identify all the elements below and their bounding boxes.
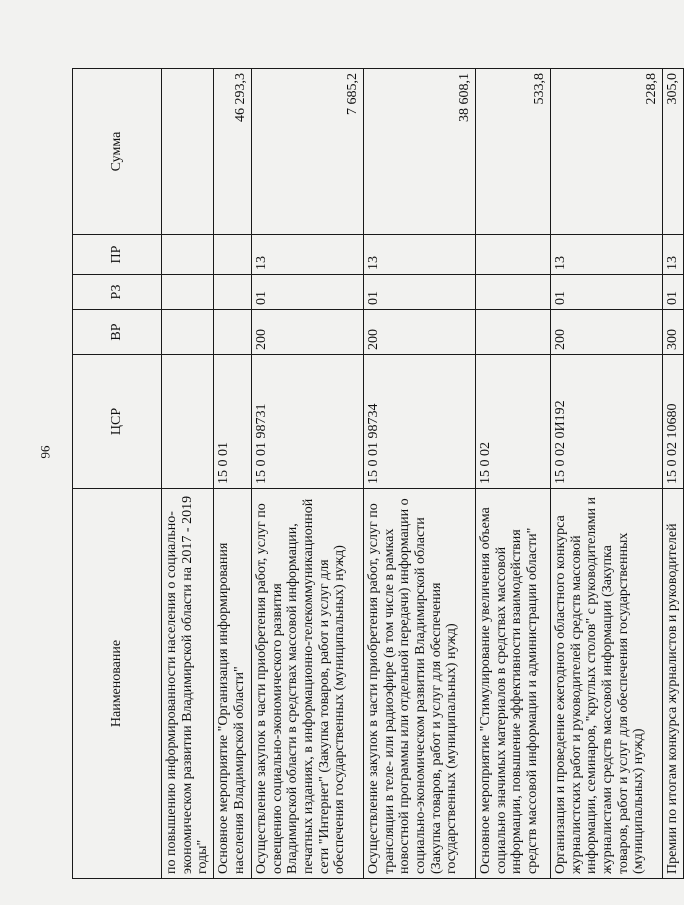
cell-name: Осуществление закупок в части приобретения работ, услуг по трансляции в теле- или радиоэфире (в том числе в рамках новостной программы или отдельной передачи) информации о социально-экономическом развитии Владимирской области (Закупка товаров, работ и услуг для обеспечения государственных (муниципальных) нужд) [364,489,476,879]
cell-name: Основное мероприятие "Стимулирование увеличения объема социально значимых материалов в средствах массовой информации, повышение эффективности взаимодействия средств массовой информации и администрации области" [476,489,551,879]
cell-sum: 533,8 [476,69,551,235]
cell-sum: 38 608,1 [364,69,476,235]
cell-rz: 01 [252,275,364,310]
cell-sum: 46 293,3 [214,69,252,235]
header-sum: Сумма [73,69,162,235]
cell-vr: 300 [663,310,684,355]
table-row [476,69,551,879]
cell-vr [476,310,551,355]
cell-rz: 01 [551,275,663,310]
header-rz: РЗ [73,275,162,310]
cell-rz [214,275,252,310]
table-row [214,69,252,879]
cell-csr [162,355,214,489]
table-row [252,69,364,879]
cell-pr [214,235,252,275]
table-row [162,69,214,879]
cell-csr: 15 0 01 [214,355,252,489]
cell-pr: 13 [663,235,684,275]
header-pr: ПР [73,235,162,275]
header-csr: ЦСР [73,355,162,489]
table-header-row [73,69,162,879]
cell-vr [162,310,214,355]
cell-rz: 01 [663,275,684,310]
cell-csr: 15 0 02 10680 [663,355,684,489]
cell-pr: 13 [551,235,663,275]
header-name: Наименование [73,489,162,879]
cell-pr [476,235,551,275]
budget-table-container [72,69,681,879]
cell-pr: 13 [252,235,364,275]
cell-csr: 15 0 02 0И192 [551,355,663,489]
cell-pr [162,235,214,275]
cell-vr [214,310,252,355]
cell-csr: 15 0 01 98734 [364,355,476,489]
cell-vr: 200 [252,310,364,355]
page-number: 96 [38,445,53,459]
cell-sum [162,69,214,235]
cell-sum: 7 685,2 [252,69,364,235]
cell-rz [476,275,551,310]
cell-name: Основное мероприятие "Организация информирования населения Владимирской области" [214,489,252,879]
cell-csr: 15 0 01 98731 [252,355,364,489]
cell-name: по повышению информированности населения о социально-экономическом развитии Владимирской области на 2017 - 2019 годы" [162,489,214,879]
cell-name: Осуществление закупок в части приобретения работ, услуг по освещению социально-экономического развития Владимирской области в средствах массовой информации, печатных изданиях, в информационно-телекоммуникационной сети "Интернет" (Закупка товаров, работ и услуг для обеспечения государственных (муниципальных) нужд) [252,489,364,879]
cell-csr: 15 0 02 [476,355,551,489]
cell-vr: 200 [364,310,476,355]
header-vr: ВР [73,310,162,355]
table-row [663,69,684,879]
cell-rz: 01 [364,275,476,310]
cell-rz [162,275,214,310]
budget-table [72,68,684,879]
cell-sum: 305,0 [663,69,684,235]
cell-vr: 200 [551,310,663,355]
cell-name: Организация и проведение ежегодного областного конкурса журналистских работ и руководителей средств массовой информации, семинаров, "круглых столов" с руководителями и журналистами средств массовой информации (Закупка товаров, работ и услуг для обеспечения государственных (муниципальных) нужд) [551,489,663,879]
cell-pr: 13 [364,235,476,275]
cell-name: Премии по итогам конкурса журналистов и руководителей [663,489,684,879]
table-row [364,69,476,879]
cell-sum: 228,8 [551,69,663,235]
table-row [551,69,663,879]
